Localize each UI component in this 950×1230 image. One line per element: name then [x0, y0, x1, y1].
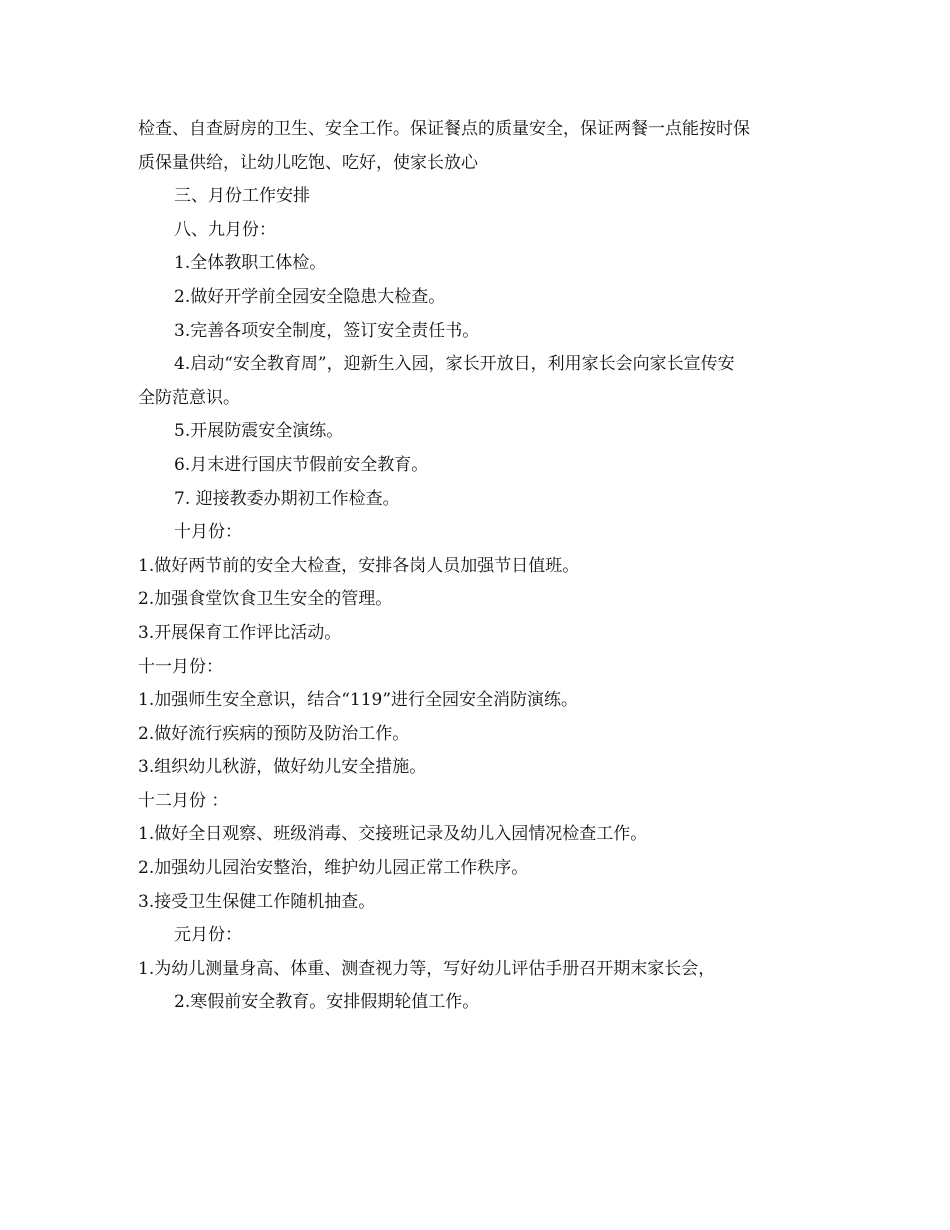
- text-line: 质保量供给，让幼儿吃饱、吃好，使家长放心: [138, 152, 478, 173]
- list-item: 4.启动“安全教育周”，迎新生入园，家长开放日，利用家长会向家长宣传安: [174, 354, 735, 375]
- list-item: 2.做好流行疾病的预防及防治工作。: [138, 723, 410, 744]
- list-item: 2.寒假前安全教育。安排假期轮值工作。: [174, 992, 480, 1013]
- section-heading: 三、月份工作安排: [174, 186, 310, 207]
- list-item: 6.月末进行国庆节假前安全教育。: [174, 454, 429, 475]
- list-item: 2.加强食堂饮食卫生安全的管理。: [138, 589, 393, 610]
- list-item: 1.为幼儿测量身高、体重、测查视力等，写好幼儿评估手册召开期末家长会，: [138, 958, 716, 979]
- list-item: 2.加强幼儿园治安整治，维护幼儿园正常工作秩序。: [138, 858, 529, 879]
- list-item-continuation: 全防范意识。: [138, 387, 240, 408]
- list-item: 1.全体教职工体检。: [174, 253, 327, 274]
- list-item: 5.开展防震安全演练。: [174, 421, 344, 442]
- list-item: 3.组织幼儿秋游，做好幼儿安全措施。: [138, 757, 427, 778]
- month-heading: 元月份：: [174, 925, 242, 946]
- list-item: 1.加强师生安全意识，结合“119”进行全园安全消防演练。: [138, 690, 579, 711]
- list-item: 1.做好两节前的安全大检查，安排各岗人员加强节日值班。: [138, 555, 580, 576]
- list-item: 1.做好全日观察、班级消毒、交接班记录及幼儿入园情况检查工作。: [138, 824, 648, 845]
- list-item: 7. 迎接教委办期初工作检查。: [174, 488, 400, 509]
- month-heading: 八、九月份：: [174, 219, 276, 240]
- month-heading: 十一月份：: [138, 656, 223, 677]
- list-item: 3.完善各项安全制度，签订安全责任书。: [174, 320, 480, 341]
- list-item: 3.开展保育工作评比活动。: [138, 622, 342, 643]
- document-body: [138, 113, 818, 1020]
- month-heading: 十月份：: [174, 522, 242, 543]
- list-item: 3.接受卫生保健工作随机抽查。: [138, 891, 376, 912]
- month-heading: 十二月份 ：: [138, 790, 229, 811]
- text-line: 检查、自查厨房的卫生、安全工作。保证餐点的质量安全，保证两餐一点能按时保: [138, 119, 750, 139]
- list-item: 2.做好开学前全园安全隐患大检查。: [174, 286, 446, 307]
